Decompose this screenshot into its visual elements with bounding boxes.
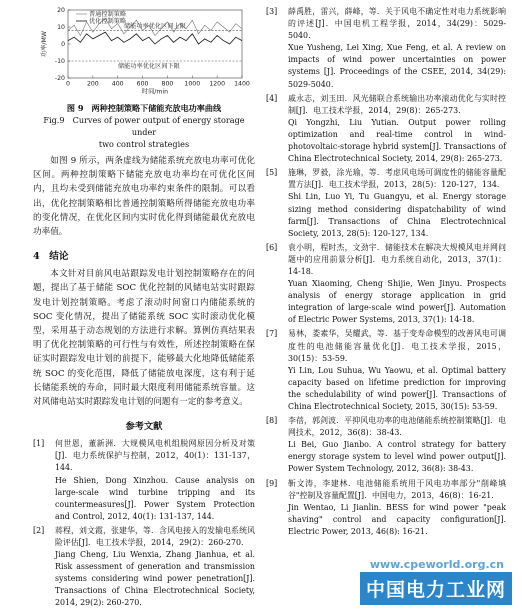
- x-tick-label: 200: [86, 80, 99, 88]
- reference-zh: 靳文涛，李建林．电池储能系统用于风电功率部分"削峰填谷"控制及容量配置[J]．中国电力，2013，46(8)：16-21．: [288, 478, 506, 500]
- conclusion-paragraph: 本文针对目前风电站跟踪发电计划控制策略存在的问题，提出了基于储能 SOC 优化控制的风储电站实时跟踪发电计划控制策略。考虑了滚动时间窗口内储能系统的 SOC 变化情况，提出了储能系统 SOC 实时滚动优化模型，采用基于动态规划的方法进行求解。算例仿真结果表明了优化控制策略的可行性与有效性，所述控制策略在保证实时跟踪发电计划的前提下，能够最大化地降低储能系统 SOC 的变化范围，降低了储能放电深度，这有利于延长储能系统的寿命，同时最大限度利用储能系统容量。这对风储电站实时跟踪发电计划的问题有一定的参考意义。: [33, 269, 255, 408]
- series-line-2: [68, 32, 242, 44]
- references-title: 参考文献: [125, 421, 163, 433]
- reference-number: [9]: [266, 478, 278, 488]
- reference-item-8: [266, 415, 506, 475]
- watermark-url: www.cpeworld.org.cn: [369, 558, 504, 571]
- reference-zh: 施琳，罗毅，涂光瑜，等．考虑风电场可调度性的储能容量配置方法[J]．电工技术学报，2013，28(5)：120-127，134．: [288, 168, 506, 190]
- y-tick-label: -10: [54, 58, 65, 65]
- left-column: [33, 6, 255, 612]
- reference-zh: 袁小明，程时杰，文劲宇．储能技术在解决大规模风电并网问题中的应用前景分析[J]．电力系统自动化，2013，37(1)：14-18．: [288, 242, 506, 276]
- discussion-paragraph: 如图 9 所示，两条虚线为储能系统充放电功率可优化区间。两种控制策略下储能充放电功率均在可优化区间内，且均未受到储能充放电功率约束条件的限制。可以看出，优化控制策略相比普通控制策略所得储能充放电功率的变化情况，在优化区间内实时优化得到储能最优充放电功率值。: [33, 156, 255, 238]
- reference-en: Jiang Cheng, Liu Wenxia, Zhang Jianhua, et al. Risk assessment of generation and transmission systems considering wind power penetration[J]. Transactions of China Electrotechnical Society, 2014, 29(2): 260-270.: [55, 550, 255, 608]
- reference-en: Qi Yongzhi, Liu Yutian. Output power rolling optimization and real-time control in wind-photovoltaic-storage hybrid system[J]. Transactions of China Electrotechnical Society, 2014, 29(8): 265-273.: [288, 117, 506, 164]
- reference-number: [3]: [266, 7, 278, 16]
- reference-item-1: [33, 438, 255, 523]
- reference-item-6: [266, 242, 506, 327]
- reference-en: He Shien, Dong Xinzhou. Cause analysis on large-scale wind turbine tripping and its countermeasures[J]. Power System Protection and Control, 2012, 40(1): 131-137, 144.: [55, 475, 255, 521]
- right-column: [266, 6, 506, 540]
- reference-en: Yuan Xiaoming, Cheng Shijie, Wen Jinyu. Prospects analysis of energy storage application in grid integration of large-scale wind power[J]. Automation of Electric Power Systems, 2013, 37(1): 14-18.: [288, 279, 506, 325]
- reference-number: [7]: [266, 329, 278, 339]
- figure-9-chart: [38, 6, 250, 98]
- x-tick-label: 1400: [234, 80, 250, 88]
- x-tick-label: 400: [111, 80, 124, 88]
- watermark-logo: 中国电力工业网: [360, 572, 512, 605]
- reference-zh: 易林，娄素华，吴耀武，等．基于变寿命模型的改善风电可调度性的电池储能容量优化[J]．电工技术学报，2015，30(15)：53-59．: [288, 329, 506, 363]
- reference-item-4: [266, 93, 506, 166]
- reference-zh: 戚永志，刘玉田．风光储联合系统输出功率滚动优化与实时控制[J]．电工技术学报，2014，29(8)：265-273．: [288, 93, 506, 115]
- reference-item-5: [266, 167, 506, 240]
- reference-number: [4]: [266, 93, 278, 103]
- reference-number: [2]: [33, 525, 45, 535]
- y-tick-label: 20: [57, 7, 65, 14]
- reference-en: Li Bei, Guo Jianbo. A control strategy for battery energy storage system to level wind power output[J]. Power System Technology, 2012, 36(8): 38-43.: [288, 440, 506, 474]
- figure-caption-zh: 图 9 两种控制策略下储能充放电功率曲线: [66, 103, 222, 113]
- section-4-title: 4 结论: [33, 251, 69, 263]
- x-axis-label: 时间/min: [141, 88, 169, 96]
- y-tick-label: 10: [57, 24, 65, 31]
- y-axis-label: 功率/MW: [41, 31, 48, 57]
- legend-label-2: 优化控制策略: [89, 18, 127, 25]
- reference-en: Yi Lin, Lou Suhua, Wu Yaowu, et al. Optimal battery capacity based on lifetime prediction for improving the schedulability of wind power[J]. Transactions of China Electrotechnical Society, 2015, 30(15): 53-59.: [288, 365, 506, 411]
- reference-item-2: [33, 525, 255, 610]
- figure-caption-en-2: two control strategies: [98, 139, 190, 149]
- annotation-lower-limit: 储能功率优化区间下限: [118, 63, 180, 70]
- reference-en: Xue Yusheng, Lei Xing, Xue Feng, et al. A review on impacts of wind power uncertainties on power systems [J]. Proceedings of the CSEE, 2014, 34(29): 5029-5040.: [288, 43, 506, 89]
- reference-en: Jin Wentao, Li Jianlin. BESS for wind power "peak shaving" control and capacity configuration[J]. Electric Power, 2013, 46(8): 16-21.: [288, 502, 506, 536]
- x-tick-label: 600: [136, 80, 149, 88]
- reference-number: [5]: [266, 168, 278, 178]
- reference-zh: 薛禹胜，雷兴，薛峰，等．关于风电不确定性对电力系统影响的评述[J]．中国电机工程学报，2014，34(29)：5029-5040．: [288, 7, 506, 41]
- annotation-upper-limit: 储能功率优化区间上限: [124, 22, 186, 30]
- reference-item-9: [266, 478, 506, 538]
- y-tick-label: -20: [54, 75, 65, 82]
- reference-zh: 何世恩，董新洲．大规模风电机组脱网原因分析及对策[J]．电力系统保护与控制，2012，40(1)：131-137，144．: [55, 439, 255, 473]
- reference-en: Shi Lin, Luo Yi, Tu Guangyu, et al. Energy storage sizing method considering dispatchability of wind farm[J]. Transactions of China Electrotechnical Society, 2013, 28(5): 120-127, 134.: [288, 192, 506, 238]
- references-left: [33, 438, 255, 609]
- legend-label-1: 普通控制策略: [89, 11, 127, 18]
- reference-item-3: [266, 6, 506, 91]
- reference-item-7: [266, 328, 506, 413]
- reference-number: [8]: [266, 416, 278, 426]
- figure-caption-en-1: Fig.9 Curves of power output of energy storage under: [43, 115, 245, 137]
- reference-number: [1]: [33, 439, 45, 449]
- x-tick-label: 1200: [209, 80, 226, 88]
- x-tick-label: 800: [161, 80, 174, 88]
- x-tick-label: 0: [66, 80, 70, 88]
- reference-number: [6]: [266, 242, 278, 252]
- reference-zh: 李蓓，郭剑波．平抑风电功率的电池储能系统控制策略[J]．电网技术，2012，36(8)：38-43．: [288, 416, 506, 438]
- reference-zh: 蒋程，刘文霞，张建华，等．含风电接入的发输电系统风险评估[J]．电工技术学报，2014，29(2)：260-270．: [55, 525, 255, 547]
- y-tick-label: 0: [61, 41, 65, 48]
- x-tick-label: 1000: [184, 80, 201, 88]
